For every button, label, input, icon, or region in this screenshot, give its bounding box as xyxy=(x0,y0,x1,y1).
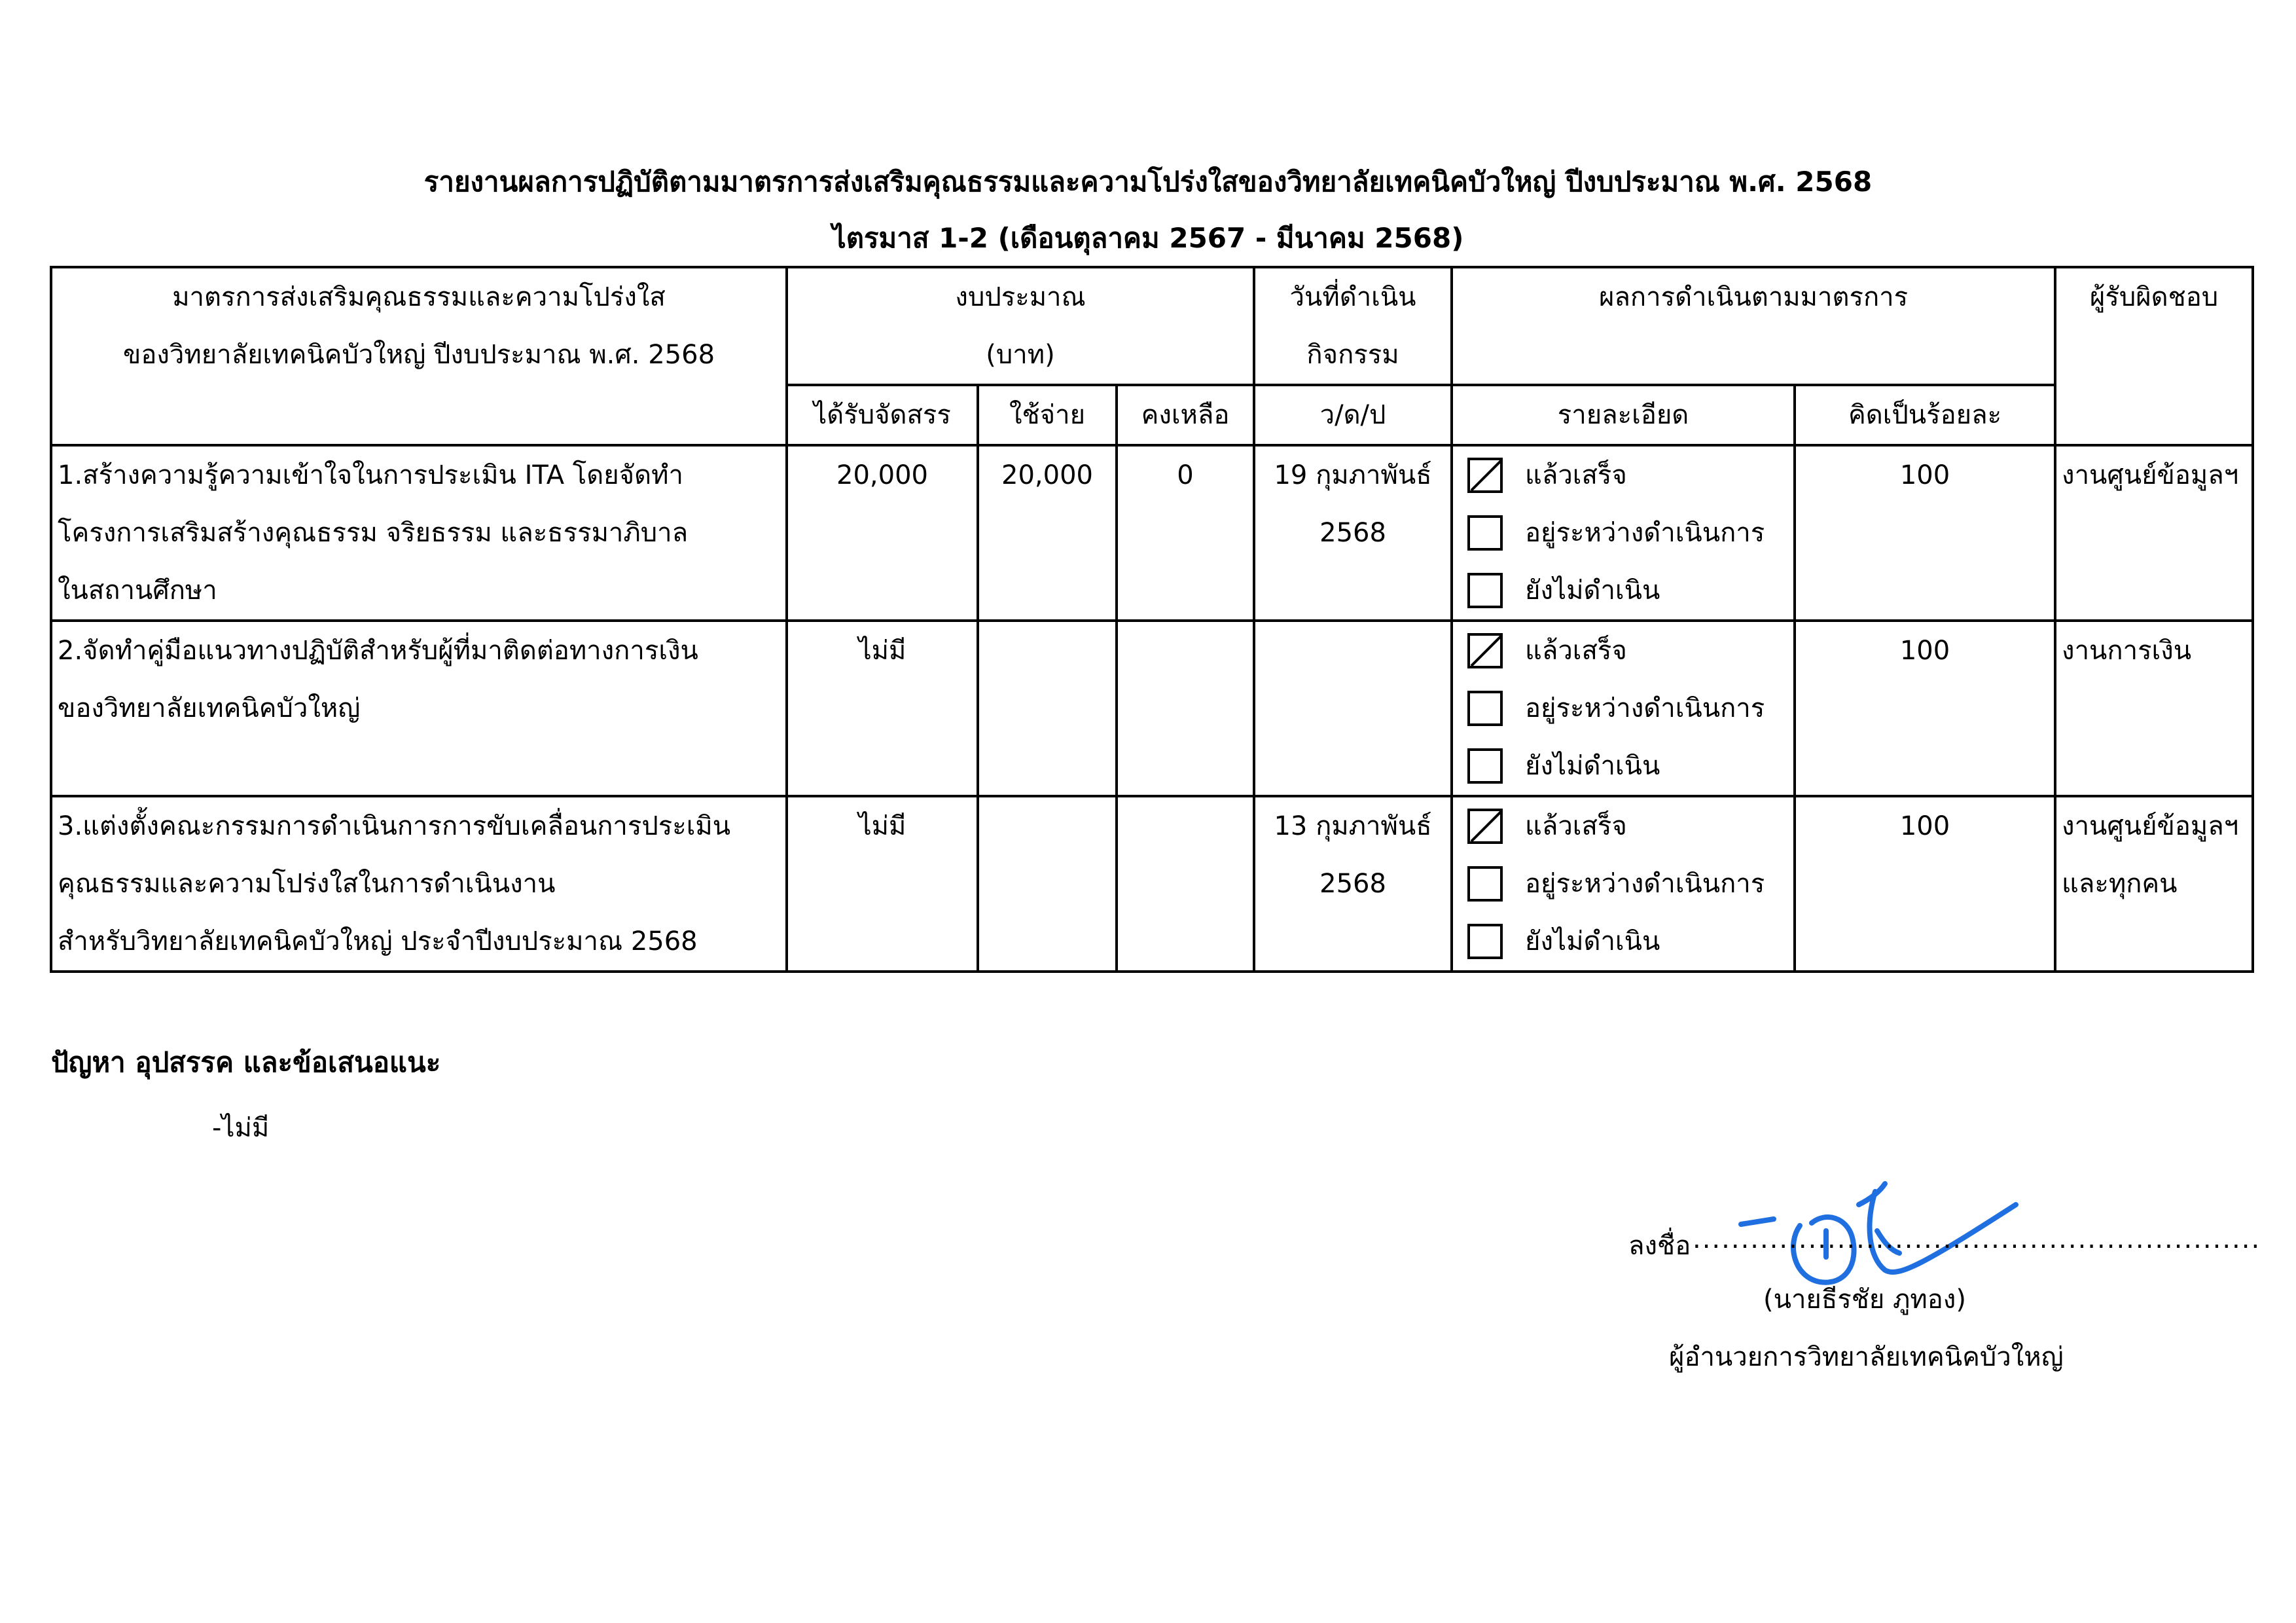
remaining-cell xyxy=(1117,796,1254,972)
status-option xyxy=(1453,737,1788,795)
spent-cell xyxy=(978,621,1117,796)
table-body xyxy=(51,445,2253,972)
report-title: รายงานผลการปฏิบัติตามมาตรการส่งเสริมคุณธรรมและความโปร่งใสของวิทยาลัยเทคนิคบัวใหญ่ ปีงบประมาณ พ.ศ. 2568 xyxy=(423,166,1873,198)
status-label: อยู่ระหว่างดำเนินการ xyxy=(1525,869,1765,899)
status-option xyxy=(1453,622,1788,680)
owner-cell: งานศูนย์ข้อมูลฯ และทุกคน xyxy=(2055,796,2253,972)
header-allocated: ได้รับจัดสรร xyxy=(787,385,978,445)
status-option xyxy=(1453,855,1788,913)
table-row xyxy=(51,621,2253,796)
status-cell xyxy=(1452,796,1795,972)
date-cell xyxy=(1254,621,1452,796)
checkbox-icon[interactable] xyxy=(1467,691,1503,726)
checkbox-icon[interactable] xyxy=(1467,515,1503,551)
status-option xyxy=(1453,913,1788,970)
header-percent: คิดเป็นร้อยละ xyxy=(1795,385,2055,445)
status-label: แล้วเสร็จ xyxy=(1525,811,1627,841)
status-option xyxy=(1453,504,1788,562)
measure-cell: 2.จัดทำคู่มือแนวทางปฏิบัติสำหรับผู้ที่มาติดต่อทางการเงิน ของวิทยาลัยเทคนิคบัวใหญ่ xyxy=(51,621,787,796)
owner-cell: งานศูนย์ข้อมูลฯ xyxy=(2055,445,2253,621)
measure-cell: 3.แต่งตั้งคณะกรรมการดำเนินการการขับเคลื่อนการประเมิน คุณธรรมและความโปร่งใสในการดำเนินงาน สำหรับวิทยาลัยเทคนิคบัวใหญ่ ประจำปีงบประมาณ 2568 xyxy=(51,796,787,972)
signature-line: ........................................................... xyxy=(1693,1224,2261,1254)
report-subtitle: ไตรมาส 1-2 (เดือนตุลาคม 2567 - มีนาคม 2568) xyxy=(832,222,1464,254)
header-owner: ผู้รับผิดชอบ xyxy=(2055,267,2253,445)
measures-table xyxy=(50,266,2254,973)
status-label: แล้วเสร็จ xyxy=(1525,636,1627,666)
date-cell: 19 กุมภาพันธ์ 2568 xyxy=(1254,445,1452,621)
header-date-format: ว/ด/ป xyxy=(1254,385,1452,445)
status-option xyxy=(1453,797,1788,855)
status-label: ยังไม่ดำเนิน xyxy=(1525,751,1660,781)
signature-label: ลงชื่อ xyxy=(1628,1231,1691,1261)
checkbox-icon[interactable] xyxy=(1467,924,1503,959)
spent-cell: 20,000 xyxy=(978,445,1117,621)
percent-cell: 100 xyxy=(1795,445,2055,621)
percent-cell: 100 xyxy=(1795,621,2055,796)
signer-name: (นายธีรชัย ภูทอง) xyxy=(1763,1285,1966,1315)
problems-heading: ปัญหา อุปสรรค และข้อเสนอแนะ xyxy=(51,1046,441,1078)
checkbox-icon[interactable] xyxy=(1467,573,1503,608)
status-option xyxy=(1453,447,1788,504)
checkbox-icon[interactable] xyxy=(1467,748,1503,784)
header-date: วันที่ดำเนิน กิจกรรม xyxy=(1254,267,1452,385)
status-label: ยังไม่ดำเนิน xyxy=(1525,575,1660,606)
problems-text: -ไม่มี xyxy=(212,1113,270,1143)
status-option xyxy=(1453,680,1788,737)
checked-box-icon[interactable] xyxy=(1467,809,1503,844)
header-result: ผลการดำเนินตามมาตรการ xyxy=(1452,267,2055,385)
allocated-cell: ไม่มี xyxy=(787,621,978,796)
allocated-cell: 20,000 xyxy=(787,445,978,621)
remaining-cell: 0 xyxy=(1117,445,1254,621)
status-label: อยู่ระหว่างดำเนินการ xyxy=(1525,518,1765,548)
status-cell xyxy=(1452,445,1795,621)
checked-box-icon[interactable] xyxy=(1467,458,1503,493)
header-budget: งบประมาณ (บาท) xyxy=(787,267,1254,385)
status-label: อยู่ระหว่างดำเนินการ xyxy=(1525,693,1765,723)
header-remaining: คงเหลือ xyxy=(1117,385,1254,445)
signer-position: ผู้อำนวยการวิทยาลัยเทคนิคบัวใหญ่ xyxy=(1669,1342,2064,1372)
table-row xyxy=(51,796,2253,972)
checked-box-icon[interactable] xyxy=(1467,633,1503,668)
date-cell: 13 กุมภาพันธ์ 2568 xyxy=(1254,796,1452,972)
header-row-1 xyxy=(51,267,2253,385)
measure-cell: 1.สร้างความรู้ความเข้าใจในการประเมิน ITA โดยจัดทำ โครงการเสริมสร้างคุณธรรม จริยธรรม และธรรมาภิบาล ในสถานศึกษา xyxy=(51,445,787,621)
status-option xyxy=(1453,562,1788,619)
header-detail: รายละเอียด xyxy=(1452,385,1795,445)
status-label: ยังไม่ดำเนิน xyxy=(1525,926,1660,957)
remaining-cell xyxy=(1117,621,1254,796)
header-spent: ใช้จ่าย xyxy=(978,385,1117,445)
status-label: แล้วเสร็จ xyxy=(1525,460,1627,490)
allocated-cell: ไม่มี xyxy=(787,796,978,972)
status-cell xyxy=(1452,621,1795,796)
percent-cell: 100 xyxy=(1795,796,2055,972)
owner-cell: งานการเงิน xyxy=(2055,621,2253,796)
spent-cell xyxy=(978,796,1117,972)
checkbox-icon[interactable] xyxy=(1467,866,1503,902)
header-measure: มาตรการส่งเสริมคุณธรรมและความโปร่งใส ของวิทยาลัยเทคนิคบัวใหญ่ ปีงบประมาณ พ.ศ. 2568 xyxy=(51,267,787,445)
table-row xyxy=(51,445,2253,621)
